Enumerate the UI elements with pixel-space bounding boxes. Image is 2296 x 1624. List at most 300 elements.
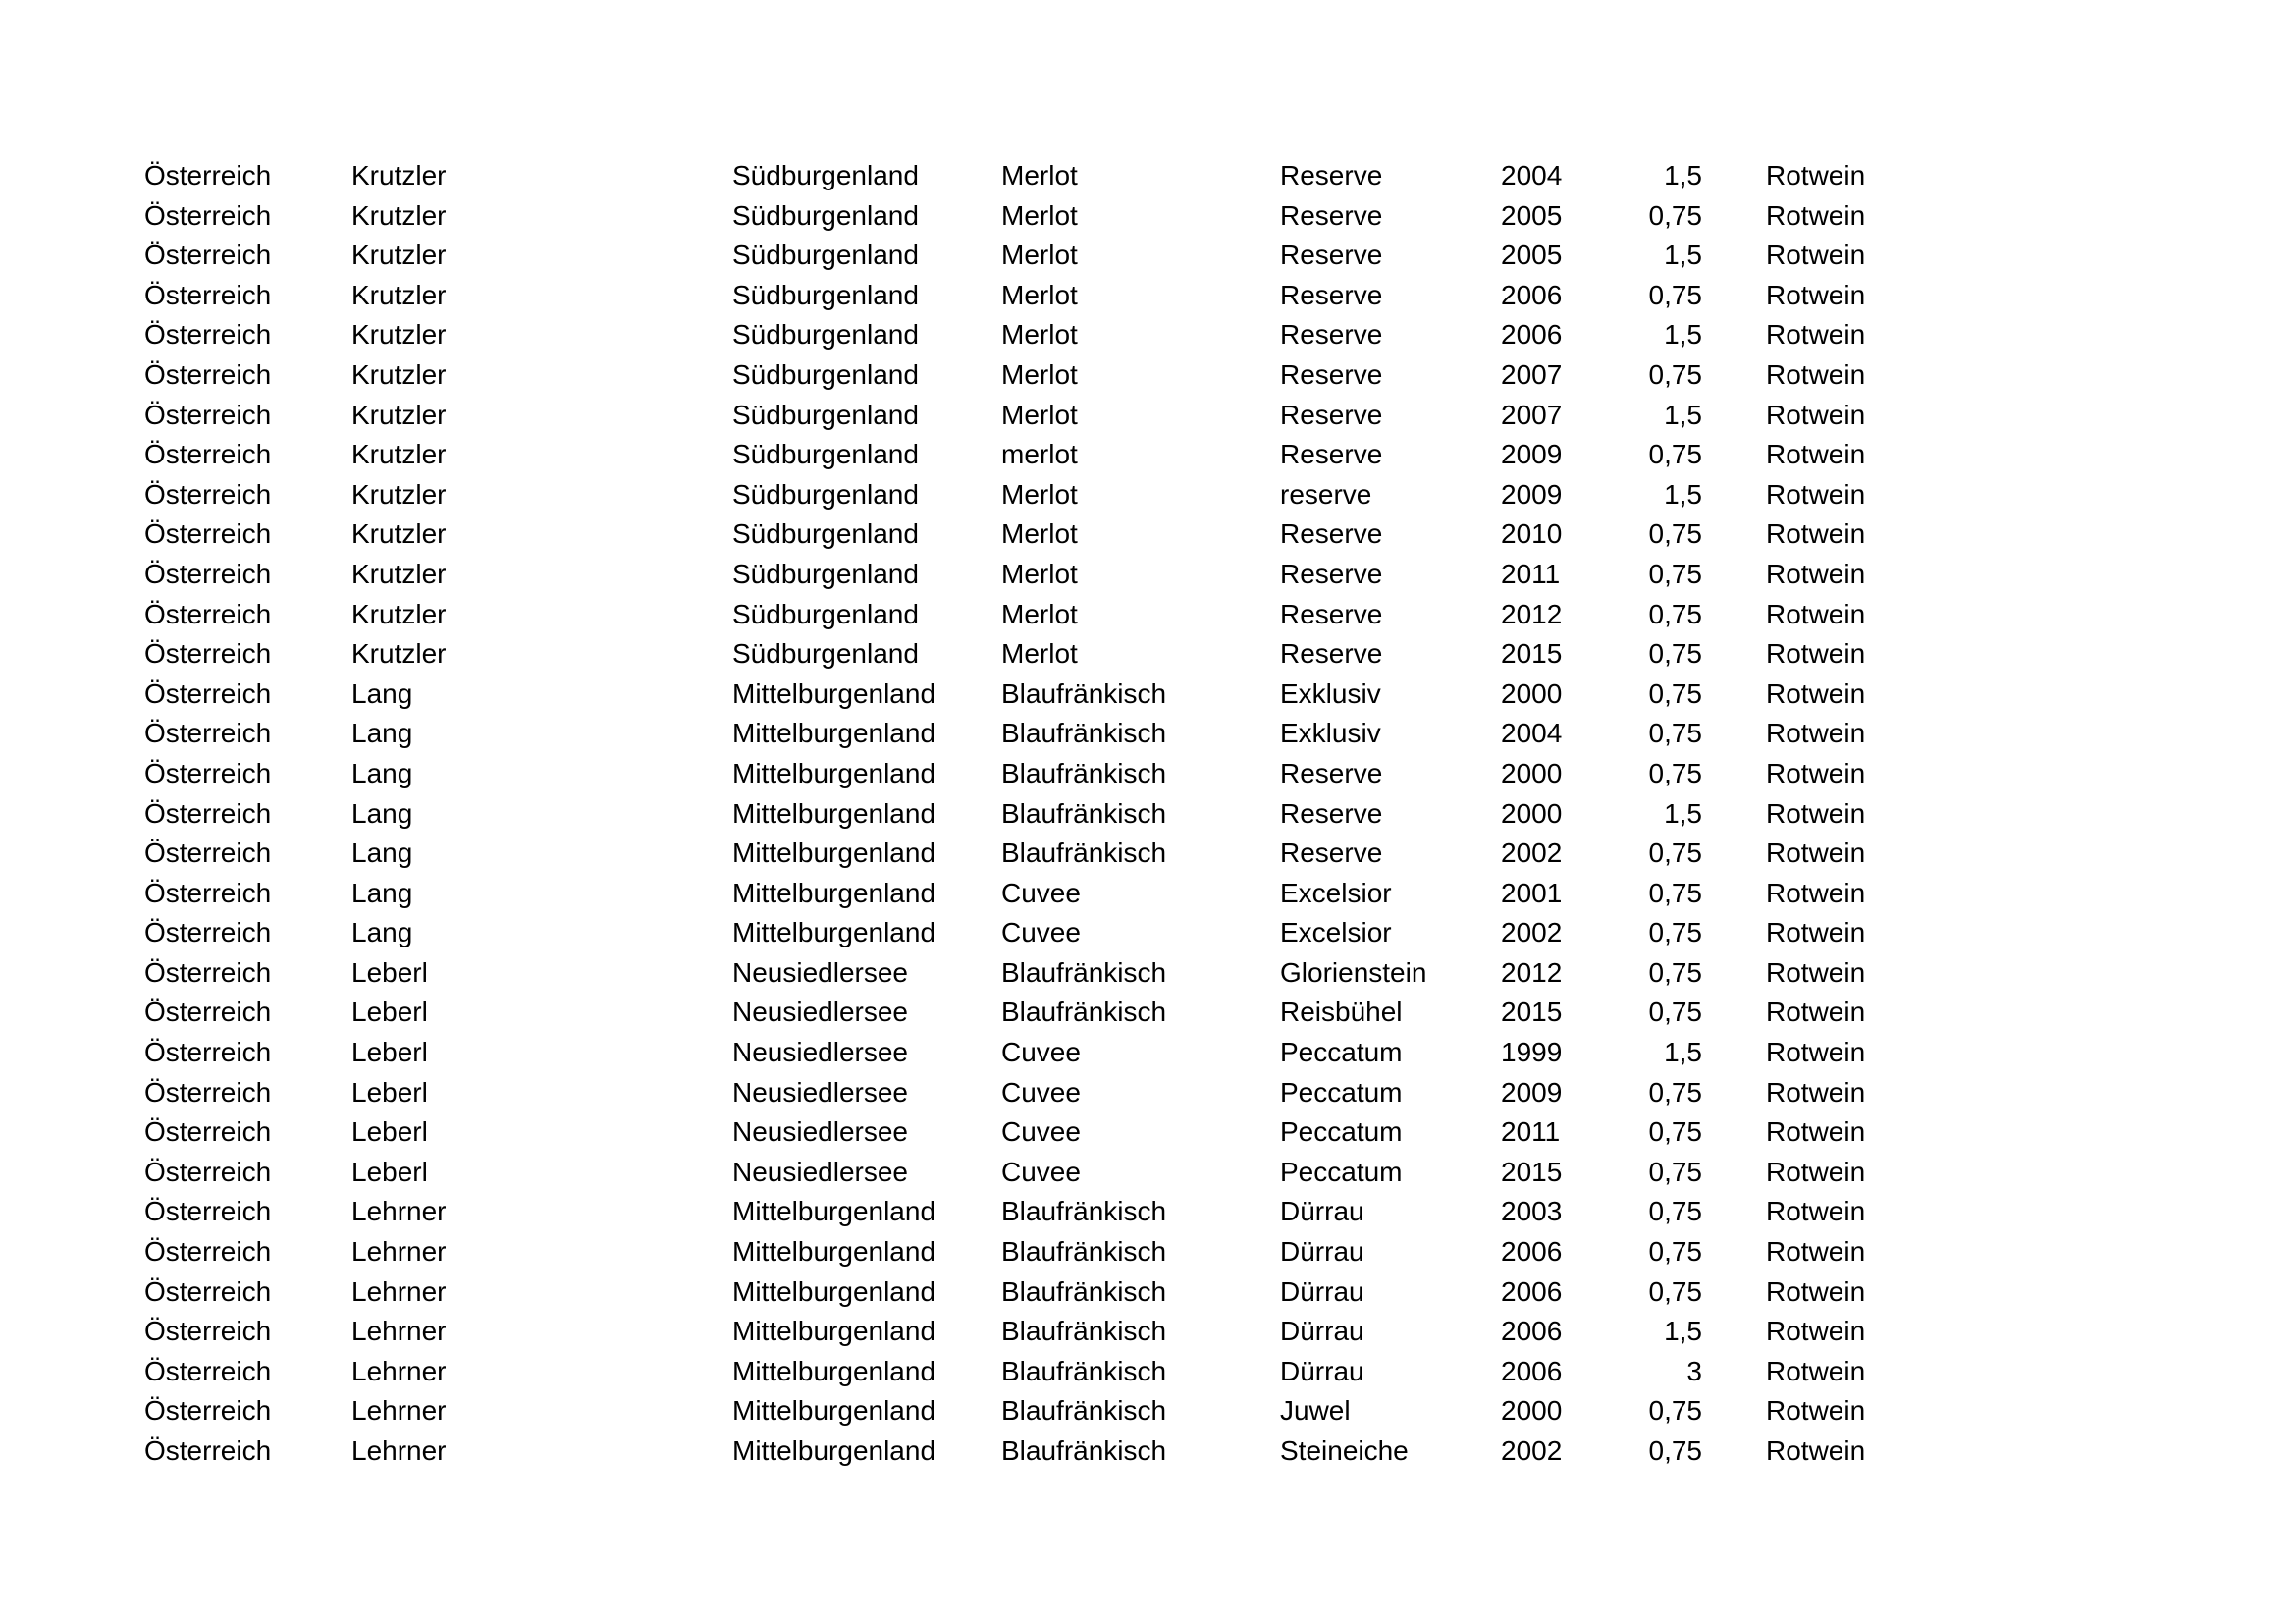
cell-region: Mittelburgenland xyxy=(732,877,936,908)
cell-wine-type: Rotwein xyxy=(1766,1316,1866,1347)
cell-wine-type: Rotwein xyxy=(1766,598,1866,629)
table-row xyxy=(144,1432,1903,1472)
cell-grape: Merlot xyxy=(1001,518,1078,550)
cell-bottle-size: 0,75 xyxy=(1648,718,1702,749)
cell-region: Mittelburgenland xyxy=(732,1435,936,1466)
cell-country: Österreich xyxy=(144,598,272,629)
cell-bottle-size: 0,75 xyxy=(1648,956,1702,988)
cell-vintage: 2015 xyxy=(1501,1156,1563,1187)
cell-grape: Merlot xyxy=(1001,199,1078,231)
cell-wine-type: Rotwein xyxy=(1766,1275,1866,1307)
cell-wine-name: Reserve xyxy=(1280,319,1383,351)
cell-spacer xyxy=(1702,1272,1766,1313)
cell-vintage: 2004 xyxy=(1501,160,1563,190)
cell-vintage: 2009 xyxy=(1501,1076,1563,1108)
cell-vintage: 2002 xyxy=(1501,917,1563,948)
cell-vintage: 2011 xyxy=(1501,1116,1561,1148)
cell-spacer xyxy=(1702,1192,1766,1232)
cell-country: Österreich xyxy=(144,1275,272,1307)
cell-bottle-size: 0,75 xyxy=(1648,757,1702,788)
cell-vintage: 2012 xyxy=(1501,956,1563,988)
cell-wine-type: Rotwein xyxy=(1766,1076,1866,1108)
cell-region: Mittelburgenland xyxy=(732,677,936,709)
cell-region: Neusiedlersee xyxy=(732,1116,908,1148)
cell-spacer xyxy=(1702,834,1766,874)
cell-country: Österreich xyxy=(144,1355,272,1386)
cell-bottle-size: 0,75 xyxy=(1648,358,1702,390)
cell-producer: Krutzler xyxy=(351,399,447,430)
cell-spacer xyxy=(1702,913,1766,953)
cell-wine-name: Reserve xyxy=(1280,199,1383,231)
cell-country: Österreich xyxy=(144,638,272,670)
cell-vintage: 2009 xyxy=(1501,439,1563,470)
cell-spacer xyxy=(1702,1073,1766,1113)
cell-bottle-size: 1,5 xyxy=(1664,319,1702,351)
cell-spacer xyxy=(1702,514,1766,555)
cell-country: Österreich xyxy=(144,1116,272,1148)
cell-producer: Lang xyxy=(351,877,413,908)
cell-wine-type: Rotwein xyxy=(1766,399,1866,430)
cell-bottle-size: 0,75 xyxy=(1648,1076,1702,1108)
cell-wine-type: Rotwein xyxy=(1766,478,1866,510)
cell-wine-name: Reserve xyxy=(1280,439,1383,470)
cell-region: Südburgenland xyxy=(732,279,919,310)
cell-region: Mittelburgenland xyxy=(732,838,936,869)
table-row xyxy=(144,555,1903,595)
cell-vintage: 2005 xyxy=(1501,240,1563,271)
table-row xyxy=(144,1312,1903,1352)
cell-grape: Merlot xyxy=(1001,319,1078,351)
cell-country: Österreich xyxy=(144,358,272,390)
table-row xyxy=(144,1352,1903,1392)
table-row xyxy=(144,236,1903,276)
cell-country: Österreich xyxy=(144,956,272,988)
cell-producer: Lehrner xyxy=(351,1316,447,1347)
cell-region: Südburgenland xyxy=(732,638,919,670)
cell-grape: Cuvee xyxy=(1001,1037,1081,1068)
cell-wine-name: Peccatum xyxy=(1280,1076,1403,1108)
cell-country: Österreich xyxy=(144,997,272,1028)
cell-vintage: 2015 xyxy=(1501,997,1563,1028)
cell-wine-name: Reserve xyxy=(1280,399,1383,430)
cell-spacer xyxy=(1702,714,1766,754)
cell-country: Österreich xyxy=(144,1196,272,1227)
cell-vintage: 2003 xyxy=(1501,1196,1563,1227)
table-row xyxy=(144,315,1903,355)
cell-region: Mittelburgenland xyxy=(732,757,936,788)
cell-grape: Merlot xyxy=(1001,399,1078,430)
cell-wine-type: Rotwein xyxy=(1766,917,1866,948)
cell-vintage: 2009 xyxy=(1501,478,1563,510)
cell-grape: Blaufränkisch xyxy=(1001,1395,1167,1427)
cell-vintage: 2006 xyxy=(1501,319,1563,351)
cell-wine-type: Rotwein xyxy=(1766,638,1866,670)
cell-grape: Merlot xyxy=(1001,558,1078,589)
cell-wine-type: Rotwein xyxy=(1766,160,1866,190)
cell-grape: Blaufränkisch xyxy=(1001,1275,1167,1307)
cell-vintage: 2012 xyxy=(1501,598,1563,629)
cell-country: Österreich xyxy=(144,1435,272,1466)
cell-wine-name: Excelsior xyxy=(1280,917,1392,948)
cell-bottle-size: 0,75 xyxy=(1648,1156,1702,1187)
cell-spacer xyxy=(1702,555,1766,595)
table-row xyxy=(144,794,1903,835)
cell-country: Österreich xyxy=(144,279,272,310)
cell-grape: Blaufränkisch xyxy=(1001,1196,1167,1227)
cell-wine-name: reserve xyxy=(1280,478,1372,510)
cell-vintage: 2006 xyxy=(1501,1275,1563,1307)
cell-country: Österreich xyxy=(144,838,272,869)
cell-grape: Merlot xyxy=(1001,638,1078,670)
cell-wine-name: Reserve xyxy=(1280,797,1383,829)
cell-region: Mittelburgenland xyxy=(732,718,936,749)
cell-country: Österreich xyxy=(144,478,272,510)
cell-country: Österreich xyxy=(144,439,272,470)
table-row xyxy=(144,1391,1903,1432)
cell-vintage: 2001 xyxy=(1501,877,1563,908)
cell-producer: Krutzler xyxy=(351,439,447,470)
cell-spacer xyxy=(1702,595,1766,635)
cell-grape: Blaufränkisch xyxy=(1001,838,1167,869)
cell-wine-name: Dürrau xyxy=(1280,1316,1364,1347)
table-row xyxy=(144,514,1903,555)
cell-wine-type: Rotwein xyxy=(1766,997,1866,1028)
cell-wine-name: Dürrau xyxy=(1280,1196,1364,1227)
cell-wine-name: Reisbühel xyxy=(1280,997,1403,1028)
cell-grape: Blaufränkisch xyxy=(1001,757,1167,788)
cell-wine-name: Dürrau xyxy=(1280,1355,1364,1386)
cell-country: Österreich xyxy=(144,677,272,709)
cell-spacer xyxy=(1702,1232,1766,1272)
cell-producer: Lehrner xyxy=(351,1395,447,1427)
cell-bottle-size: 0,75 xyxy=(1648,917,1702,948)
cell-producer: Krutzler xyxy=(351,319,447,351)
cell-vintage: 2002 xyxy=(1501,838,1563,869)
table-row xyxy=(144,1073,1903,1113)
cell-wine-name: Reserve xyxy=(1280,240,1383,271)
cell-wine-type: Rotwein xyxy=(1766,240,1866,271)
cell-wine-name: Dürrau xyxy=(1280,1236,1364,1268)
cell-country: Österreich xyxy=(144,199,272,231)
cell-bottle-size: 0,75 xyxy=(1648,279,1702,310)
cell-producer: Leberl xyxy=(351,956,428,988)
cell-wine-type: Rotwein xyxy=(1766,199,1866,231)
cell-spacer xyxy=(1702,634,1766,675)
cell-wine-name: Reserve xyxy=(1280,358,1383,390)
cell-wine-type: Rotwein xyxy=(1766,1116,1866,1148)
cell-spacer xyxy=(1702,794,1766,835)
cell-country: Österreich xyxy=(144,718,272,749)
cell-spacer xyxy=(1702,355,1766,396)
table-row xyxy=(144,355,1903,396)
cell-grape: Blaufränkisch xyxy=(1001,718,1167,749)
cell-producer: Lang xyxy=(351,718,413,749)
cell-grape: Cuvee xyxy=(1001,1116,1081,1148)
cell-producer: Lang xyxy=(351,917,413,948)
cell-bottle-size: 1,5 xyxy=(1664,1037,1702,1068)
cell-grape: Cuvee xyxy=(1001,1156,1081,1187)
table-row xyxy=(144,634,1903,675)
cell-country: Österreich xyxy=(144,757,272,788)
cell-spacer xyxy=(1702,874,1766,914)
cell-wine-type: Rotwein xyxy=(1766,838,1866,869)
cell-producer: Lehrner xyxy=(351,1275,447,1307)
table-row xyxy=(144,1033,1903,1073)
cell-wine-type: Rotwein xyxy=(1766,757,1866,788)
cell-spacer xyxy=(1702,475,1766,515)
cell-spacer xyxy=(1702,1312,1766,1352)
cell-vintage: 2000 xyxy=(1501,797,1563,829)
cell-vintage: 2010 xyxy=(1501,518,1563,550)
table-row xyxy=(144,754,1903,794)
cell-vintage: 2015 xyxy=(1501,638,1563,670)
cell-producer: Krutzler xyxy=(351,598,447,629)
cell-vintage: 2006 xyxy=(1501,1355,1563,1386)
cell-country: Österreich xyxy=(144,1236,272,1268)
cell-wine-type: Rotwein xyxy=(1766,319,1866,351)
cell-spacer xyxy=(1702,435,1766,475)
table-row xyxy=(144,1112,1903,1153)
cell-producer: Lang xyxy=(351,797,413,829)
cell-spacer xyxy=(1702,276,1766,316)
cell-wine-type: Rotwein xyxy=(1766,677,1866,709)
cell-spacer xyxy=(1702,1432,1766,1472)
cell-bottle-size: 0,75 xyxy=(1648,677,1702,709)
cell-region: Südburgenland xyxy=(732,358,919,390)
cell-bottle-size: 0,75 xyxy=(1648,877,1702,908)
cell-grape: Blaufränkisch xyxy=(1001,1435,1167,1466)
cell-wine-name: Peccatum xyxy=(1280,1116,1403,1148)
cell-country: Österreich xyxy=(144,319,272,351)
table-row xyxy=(144,993,1903,1033)
cell-producer: Krutzler xyxy=(351,240,447,271)
cell-region: Neusiedlersee xyxy=(732,1156,908,1187)
cell-bottle-size: 0,75 xyxy=(1648,1196,1702,1227)
cell-producer: Krutzler xyxy=(351,199,447,231)
cell-bottle-size: 0,75 xyxy=(1648,199,1702,231)
table-row xyxy=(144,396,1903,436)
cell-country: Österreich xyxy=(144,877,272,908)
cell-grape: Merlot xyxy=(1001,279,1078,310)
cell-producer: Leberl xyxy=(351,997,428,1028)
table-row xyxy=(144,1232,1903,1272)
cell-country: Österreich xyxy=(144,240,272,271)
cell-wine-name: Exklusiv xyxy=(1280,677,1381,709)
cell-producer: Lang xyxy=(351,838,413,869)
cell-bottle-size: 0,75 xyxy=(1648,558,1702,589)
cell-region: Mittelburgenland xyxy=(732,1236,936,1268)
cell-spacer xyxy=(1702,1391,1766,1432)
cell-vintage: 2000 xyxy=(1501,1395,1563,1427)
cell-bottle-size: 0,75 xyxy=(1648,1395,1702,1427)
cell-producer: Lehrner xyxy=(351,1435,447,1466)
cell-grape: Merlot xyxy=(1001,598,1078,629)
cell-vintage: 2004 xyxy=(1501,718,1563,749)
cell-country: Österreich xyxy=(144,558,272,589)
cell-grape: merlot xyxy=(1001,439,1078,470)
cell-grape: Merlot xyxy=(1001,160,1078,190)
cell-bottle-size: 0,75 xyxy=(1648,1116,1702,1148)
cell-wine-name: Dürrau xyxy=(1280,1275,1364,1307)
cell-wine-name: Juwel xyxy=(1280,1395,1351,1427)
cell-vintage: 2000 xyxy=(1501,757,1563,788)
cell-wine-name: Steineiche xyxy=(1280,1435,1409,1466)
cell-region: Südburgenland xyxy=(732,160,919,190)
cell-spacer xyxy=(1702,315,1766,355)
cell-vintage: 2006 xyxy=(1501,279,1563,310)
cell-bottle-size: 1,5 xyxy=(1664,478,1702,510)
table-row xyxy=(144,834,1903,874)
cell-wine-name: Reserve xyxy=(1280,757,1383,788)
table-row xyxy=(144,675,1903,715)
cell-country: Österreich xyxy=(144,1395,272,1427)
table-row xyxy=(144,874,1903,914)
cell-bottle-size: 1,5 xyxy=(1664,1316,1702,1347)
cell-bottle-size: 0,75 xyxy=(1648,838,1702,869)
cell-country: Österreich xyxy=(144,797,272,829)
cell-grape: Blaufränkisch xyxy=(1001,956,1167,988)
cell-grape: Blaufränkisch xyxy=(1001,997,1167,1028)
cell-wine-type: Rotwein xyxy=(1766,558,1866,589)
cell-region: Mittelburgenland xyxy=(732,1196,936,1227)
cell-producer: Leberl xyxy=(351,1116,428,1148)
cell-grape: Blaufränkisch xyxy=(1001,1236,1167,1268)
cell-wine-name: Reserve xyxy=(1280,558,1383,589)
cell-wine-type: Rotwein xyxy=(1766,518,1866,550)
cell-country: Österreich xyxy=(144,518,272,550)
cell-grape: Cuvee xyxy=(1001,917,1081,948)
cell-producer: Lehrner xyxy=(351,1196,447,1227)
cell-wine-type: Rotwein xyxy=(1766,1236,1866,1268)
cell-spacer xyxy=(1702,1112,1766,1153)
cell-grape: Merlot xyxy=(1001,478,1078,510)
table-row xyxy=(144,1192,1903,1232)
cell-country: Österreich xyxy=(144,399,272,430)
cell-wine-type: Rotwein xyxy=(1766,1435,1866,1466)
cell-vintage: 2005 xyxy=(1501,199,1563,231)
cell-vintage: 2011 xyxy=(1501,558,1561,589)
table-row xyxy=(144,475,1903,515)
cell-producer: Krutzler xyxy=(351,160,447,190)
cell-spacer xyxy=(1702,1153,1766,1193)
table-row xyxy=(144,913,1903,953)
cell-producer: Lang xyxy=(351,677,413,709)
cell-region: Südburgenland xyxy=(732,240,919,271)
cell-region: Mittelburgenland xyxy=(732,797,936,829)
cell-grape: Cuvee xyxy=(1001,1076,1081,1108)
cell-region: Mittelburgenland xyxy=(732,917,936,948)
table-row xyxy=(144,714,1903,754)
cell-bottle-size: 0,75 xyxy=(1648,518,1702,550)
cell-grape: Blaufränkisch xyxy=(1001,1355,1167,1386)
cell-producer: Leberl xyxy=(351,1156,428,1187)
cell-wine-type: Rotwein xyxy=(1766,718,1866,749)
cell-producer: Lehrner xyxy=(351,1355,447,1386)
cell-producer: Leberl xyxy=(351,1037,428,1068)
table-row xyxy=(144,595,1903,635)
cell-wine-name: Reserve xyxy=(1280,279,1383,310)
cell-vintage: 2007 xyxy=(1501,358,1563,390)
cell-region: Mittelburgenland xyxy=(732,1316,936,1347)
cell-grape: Blaufränkisch xyxy=(1001,677,1167,709)
cell-spacer xyxy=(1702,675,1766,715)
cell-wine-type: Rotwein xyxy=(1766,1037,1866,1068)
cell-spacer xyxy=(1702,236,1766,276)
cell-producer: Lang xyxy=(351,757,413,788)
cell-grape: Blaufränkisch xyxy=(1001,1316,1167,1347)
table-row xyxy=(144,156,1903,196)
cell-country: Österreich xyxy=(144,1076,272,1108)
cell-wine-type: Rotwein xyxy=(1766,1395,1866,1427)
cell-producer: Lehrner xyxy=(351,1236,447,1268)
cell-bottle-size: 3 xyxy=(1686,1355,1702,1386)
cell-region: Südburgenland xyxy=(732,518,919,550)
cell-wine-type: Rotwein xyxy=(1766,279,1866,310)
cell-spacer xyxy=(1702,993,1766,1033)
cell-bottle-size: 0,75 xyxy=(1648,638,1702,670)
cell-region: Neusiedlersee xyxy=(732,956,908,988)
cell-spacer xyxy=(1702,1352,1766,1392)
cell-grape: Cuvee xyxy=(1001,877,1081,908)
cell-wine-name: Reserve xyxy=(1280,838,1383,869)
cell-grape: Merlot xyxy=(1001,358,1078,390)
cell-region: Südburgenland xyxy=(732,478,919,510)
cell-vintage: 2006 xyxy=(1501,1316,1563,1347)
cell-wine-type: Rotwein xyxy=(1766,877,1866,908)
cell-region: Mittelburgenland xyxy=(732,1275,936,1307)
cell-country: Österreich xyxy=(144,917,272,948)
wine-list-table xyxy=(144,156,1903,1472)
cell-region: Südburgenland xyxy=(732,598,919,629)
cell-spacer xyxy=(1702,156,1766,196)
cell-producer: Krutzler xyxy=(351,478,447,510)
cell-producer: Leberl xyxy=(351,1076,428,1108)
cell-wine-name: Peccatum xyxy=(1280,1156,1403,1187)
cell-bottle-size: 1,5 xyxy=(1664,240,1702,271)
cell-spacer xyxy=(1702,396,1766,436)
cell-wine-type: Rotwein xyxy=(1766,358,1866,390)
cell-region: Südburgenland xyxy=(732,319,919,351)
cell-vintage: 2006 xyxy=(1501,1236,1563,1268)
table-row xyxy=(144,1153,1903,1193)
table-row xyxy=(144,276,1903,316)
cell-spacer xyxy=(1702,953,1766,994)
cell-wine-name: Exklusiv xyxy=(1280,718,1381,749)
cell-bottle-size: 1,5 xyxy=(1664,399,1702,430)
cell-bottle-size: 0,75 xyxy=(1648,439,1702,470)
cell-vintage: 2000 xyxy=(1501,677,1563,709)
cell-country: Österreich xyxy=(144,1316,272,1347)
cell-bottle-size: 0,75 xyxy=(1648,1435,1702,1466)
cell-wine-name: Glorienstein xyxy=(1280,956,1427,988)
cell-bottle-size: 0,75 xyxy=(1648,1275,1702,1307)
cell-producer: Krutzler xyxy=(351,358,447,390)
cell-wine-name: Excelsior xyxy=(1280,877,1392,908)
cell-region: Südburgenland xyxy=(732,558,919,589)
cell-wine-type: Rotwein xyxy=(1766,797,1866,829)
cell-producer: Krutzler xyxy=(351,518,447,550)
cell-region: Neusiedlersee xyxy=(732,997,908,1028)
cell-bottle-size: 1,5 xyxy=(1664,160,1702,190)
cell-producer: Krutzler xyxy=(351,558,447,589)
cell-region: Südburgenland xyxy=(732,199,919,231)
cell-region: Neusiedlersee xyxy=(732,1076,908,1108)
cell-wine-type: Rotwein xyxy=(1766,1355,1866,1386)
cell-country: Österreich xyxy=(144,1037,272,1068)
cell-vintage: 2007 xyxy=(1501,399,1563,430)
cell-wine-type: Rotwein xyxy=(1766,956,1866,988)
cell-region: Mittelburgenland xyxy=(732,1395,936,1427)
